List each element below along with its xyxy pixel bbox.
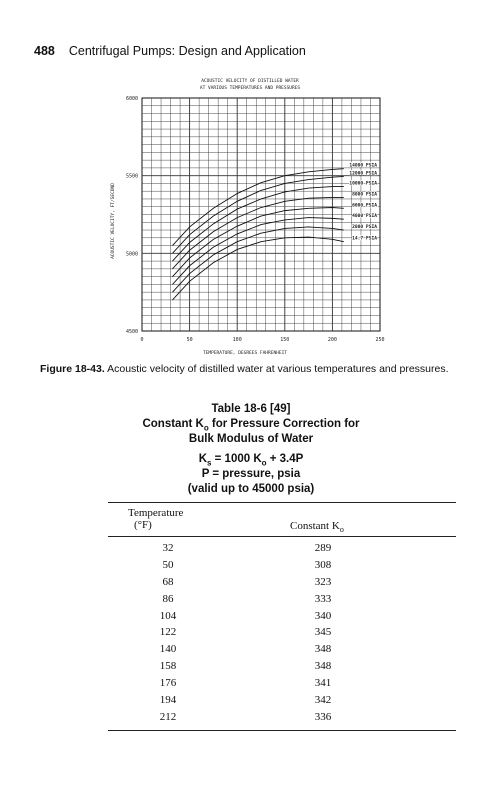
temperature-cell: 122: [159, 626, 177, 639]
table-title-text-b: for Pressure Correction for: [208, 418, 360, 430]
series-line: [172, 237, 343, 300]
constant-cell: 341: [314, 677, 332, 690]
table-row: [108, 658, 456, 675]
y-tick-label: 5000: [125, 251, 138, 258]
table-number: Table 18-6 [49]: [211, 403, 291, 415]
table-title-line-1: [0, 418, 502, 434]
constant-cell: 289: [314, 542, 332, 554]
table-bottom-rule: [108, 730, 456, 731]
page-number: 488: [34, 44, 55, 58]
constant-cell: 348: [314, 660, 332, 673]
table-row: [108, 574, 456, 591]
table-row: [108, 540, 456, 557]
table-equation: [0, 453, 502, 469]
table-validity-note: (valid up to 45000 psia): [187, 483, 315, 495]
chart-y-axis-label: ACOUSTIC VELOCITY, FT/SECOND: [111, 183, 116, 259]
constant-cell: 348: [314, 643, 332, 656]
y-tick-label: 5500: [125, 173, 138, 180]
table-row: [108, 675, 456, 692]
table-title-subscript: o: [203, 423, 209, 433]
eq-sub-1: s: [207, 458, 212, 468]
series-label: 4000 PSIA: [352, 214, 377, 220]
table-top-rule: [108, 502, 456, 503]
constant-cell: 336: [314, 710, 332, 723]
chart-title-line-1: ACOUSTIC VELOCITY OF DISTILLED WATER: [201, 79, 299, 84]
running-header: [34, 44, 306, 58]
series-label: 6000 PSIA: [352, 203, 377, 209]
temperature-cell: 194: [159, 694, 177, 707]
temperature-cell: 50: [162, 558, 174, 571]
table-row: [108, 709, 456, 726]
chart-ticks: [126, 96, 385, 343]
figure-label: Figure 18-43.: [40, 363, 105, 375]
constant-cell: 342: [314, 694, 332, 707]
table-header-rule: [108, 536, 456, 537]
col-temperature-header-line-1: Temperature: [128, 507, 184, 519]
figure-caption-text: Acoustic velocity of distilled water at various temperatures and pressures.: [107, 363, 449, 375]
temperature-cell: 212: [159, 710, 177, 723]
temperature-cell: 32: [162, 542, 174, 554]
series-label: 14000 PSIA: [349, 163, 377, 169]
acoustic-velocity-chart: [100, 76, 400, 356]
table-row: [108, 557, 456, 574]
col-temperature-header-line-2: (°F): [134, 519, 152, 531]
chart-grid: [142, 98, 380, 331]
table-row: [108, 624, 456, 641]
table-equation-definition: P = pressure, psia: [201, 468, 301, 480]
y-tick-label: 6000: [125, 96, 138, 102]
x-tick-label: 0: [140, 337, 144, 343]
running-title: Centrifugal Pumps: Design and Application: [68, 44, 306, 58]
chart-x-axis-label: TEMPERATURE, DEGREES FAHRENHEIT: [203, 351, 287, 356]
eq-text-a: K: [198, 453, 207, 465]
constant-cell: 340: [314, 609, 332, 622]
y-tick-label: 4500: [125, 329, 138, 335]
chart-title-line-2: AT VARIOUS TEMPERATURES AND PRESSURES: [199, 86, 301, 91]
temperature-cell: 104: [159, 609, 177, 622]
series-label: 8000 PSIA: [352, 192, 377, 198]
col-constant-header-sub: o: [339, 525, 344, 535]
col-temperature-header: [128, 507, 183, 531]
eq-sub-2: o: [261, 458, 267, 468]
series-label: 2000 PSIA: [352, 225, 377, 231]
temperature-cell: 140: [159, 643, 177, 656]
x-tick-label: 50: [186, 337, 193, 343]
figure-caption: [40, 362, 470, 376]
table-row: [108, 641, 456, 658]
series-label: 14.7 PSIA: [352, 236, 377, 242]
temperature-cell: 68: [162, 575, 174, 588]
table-title-text-a: Constant K: [142, 418, 204, 430]
constant-cell: 323: [314, 575, 332, 588]
temperature-cell: 86: [162, 592, 174, 605]
series-label: 10000 PSIA: [349, 181, 377, 187]
x-tick-label: 150: [280, 337, 290, 343]
constant-cell: 345: [314, 626, 332, 639]
table-body: [108, 540, 456, 726]
series-line: [172, 176, 343, 253]
series-label: 12000 PSIA: [349, 171, 377, 177]
eq-text-b: = 1000 K: [211, 453, 262, 465]
table-row: [108, 608, 456, 625]
temperature-cell: 158: [159, 660, 177, 673]
col-constant-header: [290, 520, 344, 536]
temperature-cell: 176: [159, 677, 177, 690]
x-tick-label: 200: [327, 337, 337, 343]
eq-text-c: + 3.4P: [266, 453, 304, 465]
table-row: [108, 591, 456, 608]
constant-cell: 333: [314, 592, 332, 605]
col-constant-header-text: Constant K: [290, 520, 340, 532]
x-tick-label: 250: [375, 337, 385, 343]
x-tick-label: 100: [232, 337, 242, 343]
table-row: [108, 692, 456, 709]
constant-cell: 308: [314, 558, 332, 571]
table-title-line-2: Bulk Modulus of Water: [188, 433, 314, 445]
